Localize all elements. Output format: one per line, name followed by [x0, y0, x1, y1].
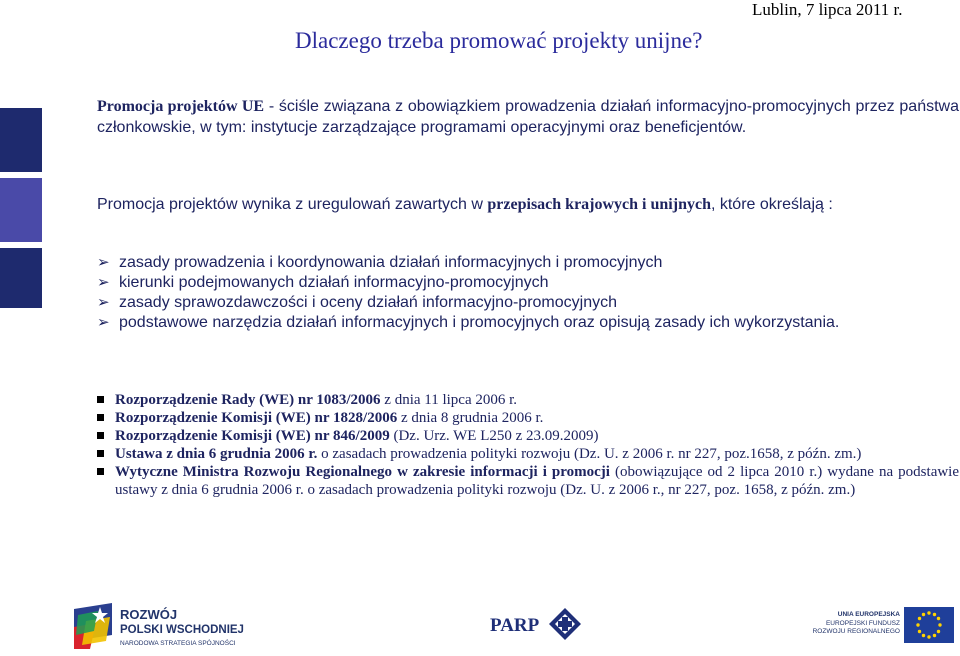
regulation-title: Rozporządzenie Komisji (WE) nr 846/2009 [115, 428, 390, 444]
rozwoj-polski-wschodniej-logo [72, 601, 272, 653]
paragraph2-bold: przepisach krajowych i unijnych [487, 196, 711, 213]
list-item [97, 409, 959, 427]
list-item [97, 253, 959, 273]
regulation-title: Rozporządzenie Komisji (WE) nr 1828/2006 [115, 410, 398, 426]
deco-square-1 [0, 108, 42, 172]
list-item [97, 391, 959, 409]
list-item-text: zasady prowadzenia i koordynowania działań informacyjnych i promocyjnych [119, 254, 663, 271]
document-date: Lublin, 7 lipca 2011 r. [752, 0, 903, 19]
parp-logo [490, 607, 590, 647]
paragraph-intro-text: - ściśle związana z obowiązkiem prowadzenia działań informacyjno-promocyjnych przez państwa członkowskie, w tym: instytucje zarządzające programami operacyjnymi oraz beneficjentów. [97, 98, 960, 136]
paragraph-regulations-intro [97, 193, 959, 216]
eu-line1: UNIA EUROPEJSKA [837, 611, 900, 618]
list-item [97, 427, 959, 445]
parp-diamond-icon [548, 607, 582, 641]
list-item-text: zasady sprawozdawczości i oceny działań informacyjno-promocyjnych [119, 294, 617, 311]
logo1-line3: NARODOWA STRATEGIA SPÓJNOŚCI [120, 640, 236, 647]
list-item [97, 293, 959, 313]
list-item-text: kierunki podejmowanych działań informacyjno-promocyjnych [119, 274, 549, 291]
paragraph2-pre: Promocja projektów wynika z uregulowań zawartych w [97, 196, 488, 213]
eu-erdf-logo [808, 607, 958, 651]
arrow-bullet-icon: ➢ [97, 314, 110, 331]
arrow-list [97, 253, 959, 333]
eu-flag-icon [904, 607, 954, 643]
logo1-line1: ROZWÓJ [120, 607, 178, 622]
list-item [97, 463, 959, 499]
footer-logos [0, 595, 960, 654]
regulation-detail: z dnia 8 grudnia 2006 r. [397, 410, 544, 426]
square-bullet-icon [97, 450, 104, 457]
paragraph-intro-bold: Promocja projektów UE [97, 98, 265, 115]
paragraph2-post: , które określają : [710, 196, 833, 213]
parp-text: PARP [490, 615, 540, 636]
square-bullet-icon [97, 468, 104, 475]
regulation-detail: z dnia 11 lipca 2006 r. [380, 392, 518, 408]
regulation-title: Wytyczne Ministra Rozwoju Regionalnego w zakresie informacji i promocji [115, 464, 610, 480]
square-bullet-icon [97, 432, 104, 439]
arrow-bullet-icon: ➢ [97, 254, 110, 271]
arrow-bullet-icon: ➢ [97, 294, 110, 311]
list-item [97, 445, 959, 463]
square-bullet-icon [97, 396, 104, 403]
regulations-list [97, 391, 959, 499]
list-item [97, 313, 959, 333]
deco-square-2 [0, 178, 42, 242]
regulation-detail: (Dz. Urz. WE L250 z 23.09.2009) [389, 428, 599, 444]
regulation-detail: o zasadach prowadzenia polityki rozwoju (Dz. U. z 2006 r. nr 227, poz.1658, z późn. zm.) [317, 446, 862, 462]
page-title: Dlaczego trzeba promować projekty unijne? [295, 28, 703, 53]
list-item-text: podstawowe narzędzia działań informacyjnych i promocyjnych oraz opisują zasady ich wykorzystania. [119, 314, 840, 331]
regulation-title: Ustawa z dnia 6 grudnia 2006 r. [115, 446, 318, 462]
regulation-detail: (obowiązujące od 2 lipca 2010 r.) wydane na podstawie ustawy z dnia 6 grudnia 2006 r. o zasadach prowadzenia polityki rozwoju (Dz. U. z 2006 r., nr 227, poz. 1658, z późn. zm.) [115, 464, 960, 498]
paragraph-intro [97, 96, 959, 138]
logo1-line2: POLSKI WSCHODNIEJ [120, 624, 244, 636]
square-bullet-icon [97, 414, 104, 421]
deco-square-3 [0, 248, 42, 308]
flag-mark-icon [72, 601, 116, 651]
regulation-title: Rozporządzenie Rady (WE) nr 1083/2006 [115, 392, 381, 408]
eu-line2: EUROPEJSKI FUNDUSZ [825, 620, 900, 627]
list-item [97, 273, 959, 293]
eu-line3: ROZWOJU REGIONALNEGO [812, 628, 900, 635]
arrow-bullet-icon: ➢ [97, 274, 110, 291]
